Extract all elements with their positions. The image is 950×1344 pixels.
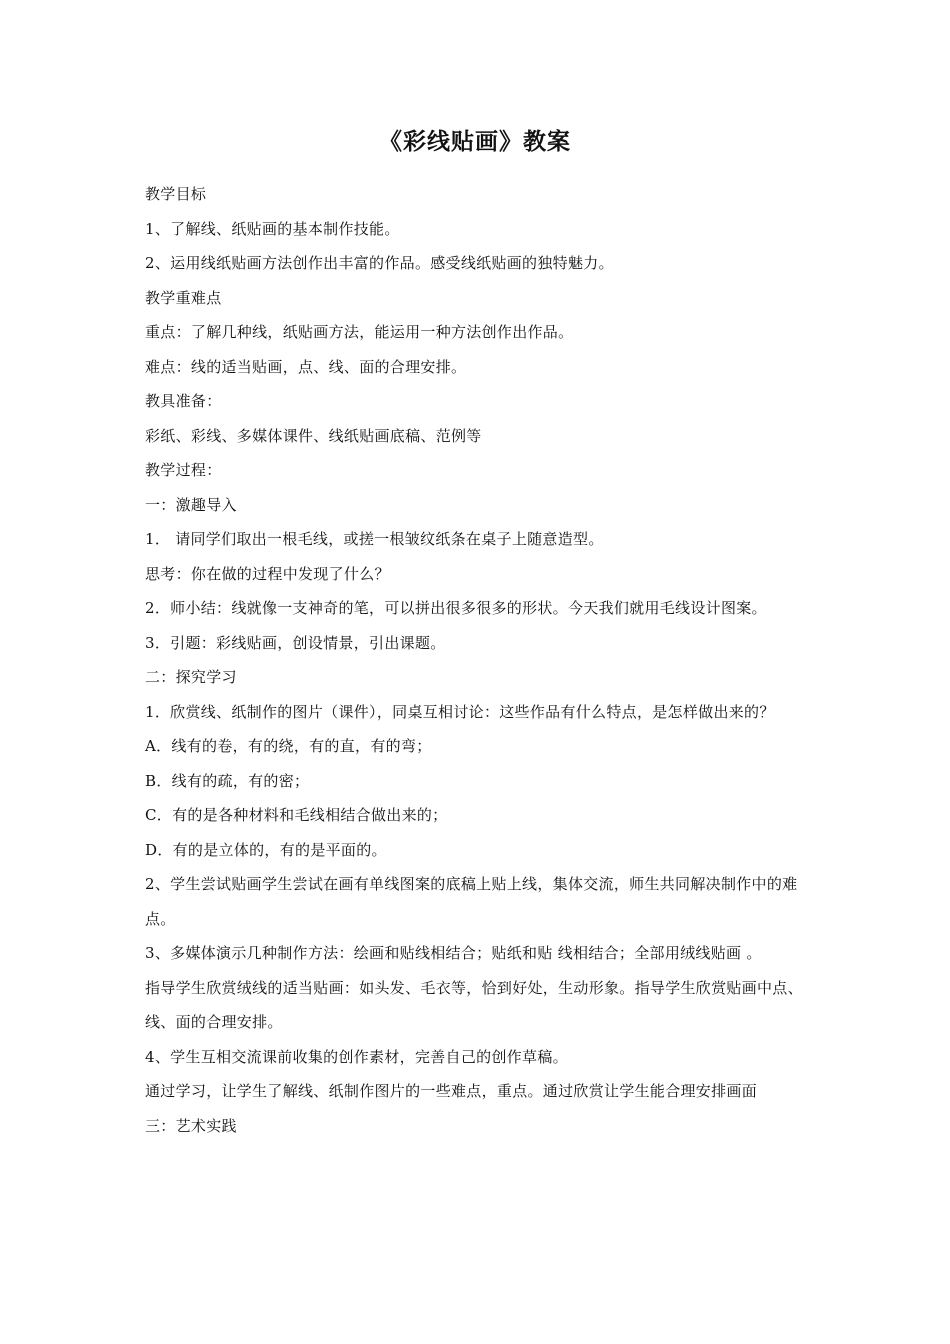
document-title: 《彩线贴画》教案 (379, 128, 571, 155)
paragraph: 1．欣赏线、纸制作的图片（课件），同桌互相讨论：这些作品有什么特点，是怎样做出来的？ (145, 702, 775, 721)
heading-key-points: 教学重难点 (145, 288, 222, 307)
heading-teaching-goals: 教学目标 (145, 185, 207, 203)
paragraph: 思考：你在做的过程中发现了什么？ (145, 564, 390, 583)
list-item: C．有的是各种材料和毛线相结合做出来的； (145, 806, 448, 824)
section-heading: 二：探究学习 (145, 668, 237, 686)
section-heading: 三：艺术实践 (145, 1116, 237, 1135)
document-body (145, 177, 817, 1143)
paragraph: 2、运用线纸贴画方法创作出丰富的作品。感受线纸贴画的独特魅力。 (145, 254, 614, 272)
paragraph: 彩纸、彩线、多媒体课件、线纸贴画底稿、范例等 (145, 426, 482, 445)
paragraph: 2、学生尝试贴画学生尝试在画有单线图案的底稿上贴上线，集体交流，师生共同解决制作中的难点。 (145, 875, 798, 928)
paragraph: 1、了解线、纸贴画的基本制作技能。 (145, 219, 400, 238)
paragraph: 指导学生欣赏绒线的适当贴画：如头发、毛衣等，恰到好处，生动形象。指导学生欣赏贴画中点、线、面的合理安排。 (145, 978, 803, 1031)
paragraph: 重点：了解几种线，纸贴画方法，能运用一种方法创作出作品。 (145, 323, 574, 341)
heading-materials: 教具准备： (145, 392, 222, 410)
paragraph: 难点：线的适当贴画，点、线、面的合理安排。 (145, 357, 467, 376)
heading-process: 教学过程： (145, 461, 222, 479)
paragraph: 1． 请同学们取出一根毛线，或搓一根皱纹纸条在桌子上随意造型。 (145, 530, 604, 548)
list-item: D．有的是立体的，有的是平面的。 (145, 840, 387, 859)
list-item: B．线有的疏，有的密； (145, 771, 310, 790)
section-heading: 一：激趣导入 (145, 495, 237, 514)
paragraph: 通过学习，让学生了解线、纸制作图片的一些难点，重点。通过欣赏让学生能合理安排画面 (145, 1082, 758, 1100)
list-item: A．线有的卷，有的绕，有的直，有的弯； (145, 737, 432, 755)
paragraph: 2．师小结：线就像一支神奇的笔，可以拼出很多很多的形状。今天我们就用毛线设计图案。 (145, 599, 767, 617)
paragraph: 3．引题：彩线贴画，创设情景，引出课题。 (145, 633, 446, 652)
paragraph: 4、学生互相交流课前收集的创作素材，完善自己的创作草稿。 (145, 1047, 568, 1066)
paragraph: 3、多媒体演示几种制作方法：绘画和贴线相结合；贴纸和贴 线相结合；全部用绒线贴画 。 (145, 944, 762, 962)
